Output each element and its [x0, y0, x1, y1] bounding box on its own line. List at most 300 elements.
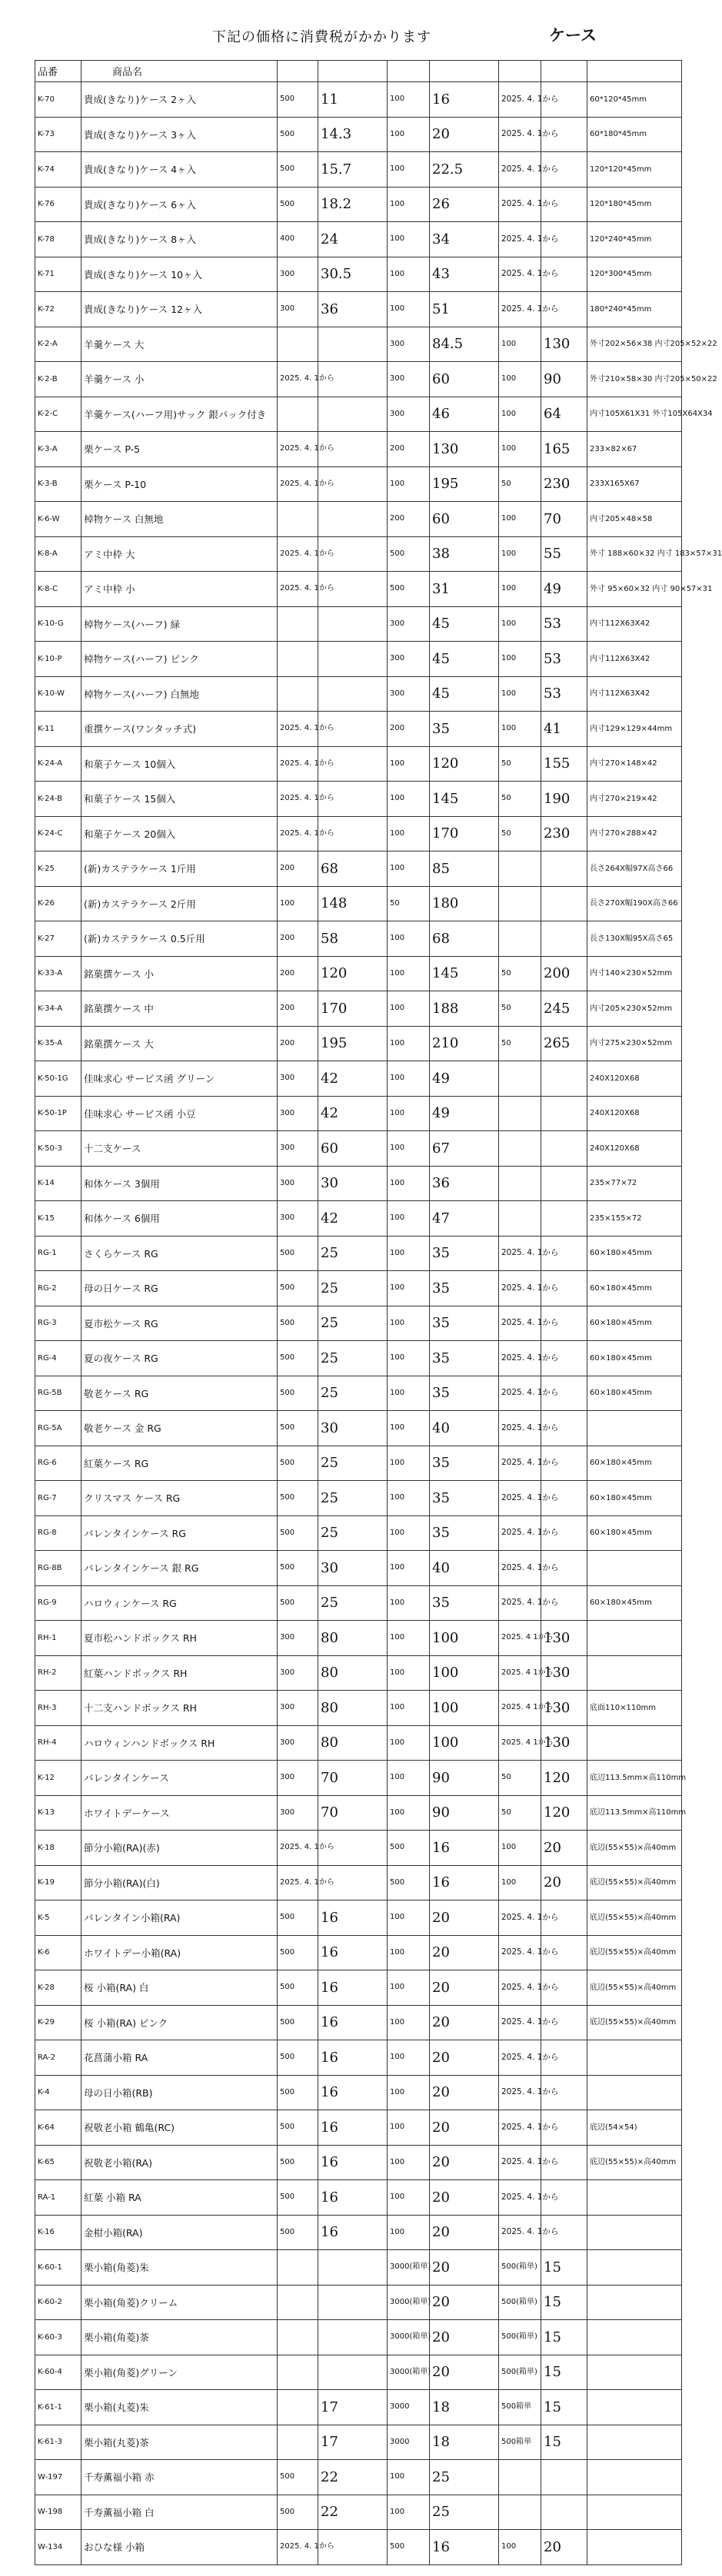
price-tier-3: 64 [541, 397, 587, 432]
price-tier-1 [318, 606, 388, 642]
quantity-tier-2: 100 [388, 1166, 430, 1201]
price-tier-2: 20 [430, 1900, 499, 1936]
quantity-tier-1: 500 [278, 1481, 318, 1516]
table-row [35, 502, 682, 537]
price-tier-1: 25 [318, 1236, 388, 1271]
product-name: 貴成(きなり)ケース 4ヶ入 [82, 152, 278, 188]
product-name: 佳味求心 サービス函 小豆 [82, 1096, 278, 1131]
product-code: RG-5A [35, 1411, 82, 1446]
quantity-tier-2: 100 [388, 1795, 430, 1831]
size-spec [587, 2425, 682, 2460]
table-row [35, 2460, 682, 2495]
quantity-tier-3: 50 [499, 466, 541, 502]
quantity-tier-2: 3000 [388, 2425, 430, 2460]
product-code: K-60-4 [35, 2355, 82, 2390]
product-code: K-50-3 [35, 1131, 82, 1167]
table-row [35, 1201, 682, 1237]
price-tier-3: 15 [541, 2285, 587, 2320]
quantity-tier-2: 3000(箱単) [388, 2355, 430, 2390]
quantity-tier-1 [278, 502, 318, 537]
quantity-tier-2: 500 [388, 572, 430, 607]
product-name: 夏市松ケース RG [82, 1306, 278, 1341]
quantity-tier-2: 100 [388, 1691, 430, 1726]
product-code: K-19 [35, 1865, 82, 1900]
table-row [35, 292, 682, 327]
product-code: K-24-C [35, 816, 82, 851]
effective-date: 2025. 4. 1から [499, 1970, 541, 2006]
product-name: 貴成(きなり)ケース 10ヶ入 [82, 257, 278, 292]
quantity-tier-3 [499, 1201, 541, 1237]
quantity-tier-1: 500 [278, 82, 318, 118]
table-row [35, 1831, 682, 1866]
product-name: 栗小箱(角菱)クリーム [82, 2285, 278, 2320]
table-row [35, 222, 682, 257]
quantity-tier-2: 100 [388, 1621, 430, 1656]
table-row [35, 2180, 682, 2216]
product-code: RG-4 [35, 1341, 82, 1376]
effective-date: 2025. 4. 1から [499, 1585, 541, 1621]
product-name: バレンタインケース [82, 1761, 278, 1796]
table-row [35, 257, 682, 292]
price-tier-3 [541, 2495, 587, 2530]
product-name: (新)カステラケース 2斤用 [82, 886, 278, 921]
size-spec: 240X120X68 [587, 1131, 682, 1167]
size-spec: 60×180×45mm [587, 1306, 682, 1341]
quantity-tier-1: 500 [278, 2005, 318, 2040]
table-row [35, 851, 682, 887]
quantity-tier-1: 200 [278, 956, 318, 991]
quantity-tier-1: 2025. 4. 1から [278, 536, 318, 572]
price-tier-3: 130 [541, 1691, 587, 1726]
quantity-tier-2: 100 [388, 117, 430, 152]
size-spec [587, 1725, 682, 1761]
quantity-tier-2: 100 [388, 292, 430, 327]
quantity-tier-2: 500 [388, 1831, 430, 1866]
price-tier-1 [318, 676, 388, 712]
size-spec: 120*180*45mm [587, 187, 682, 222]
quantity-tier-2: 100 [388, 1655, 430, 1691]
product-name: ハロウィンハンドボックス RH [82, 1725, 278, 1761]
price-tier-3 [541, 1131, 587, 1167]
size-spec: 底辺(55×55)×高40mm [587, 1831, 682, 1866]
quantity-tier-2: 100 [388, 2145, 430, 2180]
size-spec: 60×180×45mm [587, 1341, 682, 1376]
price-tier-2: 20 [430, 2110, 499, 2146]
table-row [35, 1935, 682, 1970]
price-tier-2: 36 [430, 1166, 499, 1201]
price-tier-3: 130 [541, 1725, 587, 1761]
table-row [35, 1795, 682, 1831]
price-tier-3: 230 [541, 466, 587, 502]
price-tier-1: 18.2 [318, 187, 388, 222]
product-code: K-2-C [35, 397, 82, 432]
price-tier-1: 80 [318, 1621, 388, 1656]
page-header [0, 22, 708, 52]
quantity-tier-2: 100 [388, 2040, 430, 2076]
price-tier-2: 38 [430, 536, 499, 572]
product-code: K-50-1P [35, 1096, 82, 1131]
price-tier-2: 90 [430, 1761, 499, 1796]
price-tier-2: 100 [430, 1655, 499, 1691]
product-code: K-61-1 [35, 2390, 82, 2425]
size-spec [587, 2530, 682, 2565]
price-tier-3: 15 [541, 2390, 587, 2425]
quantity-tier-3: 2025. 4 1から [499, 1621, 541, 1656]
size-spec: 外寸 188×60×32 内寸 183×57×31 [587, 536, 682, 572]
quantity-tier-3: 2025. 4 1から [499, 1655, 541, 1691]
product-code: K-26 [35, 886, 82, 921]
size-spec: 内寸205×48×58 [587, 502, 682, 537]
table-row [35, 782, 682, 817]
effective-date: 2025. 4. 1から [499, 2145, 541, 2180]
product-name: 重撰ケース(ワンタッチ式) [82, 712, 278, 747]
price-tier-2: 49 [430, 1061, 499, 1097]
product-name: (新)カステラケース 1斤用 [82, 851, 278, 887]
product-name: 羊羹ケース 大 [82, 327, 278, 362]
column-header-name: 商品名 [82, 61, 278, 82]
quantity-tier-3: 500(箱単) [499, 2285, 541, 2320]
table-row [35, 2425, 682, 2460]
size-spec: 長さ264X幅97X高さ66 [587, 851, 682, 887]
table-row [35, 2320, 682, 2355]
table-row [35, 1865, 682, 1900]
price-tier-2: 40 [430, 1551, 499, 1586]
table-row [35, 362, 682, 397]
price-tier-1: 16 [318, 2145, 388, 2180]
price-tier-3: 155 [541, 746, 587, 782]
product-name: アミ中枠 小 [82, 572, 278, 607]
price-tier-2: 100 [430, 1691, 499, 1726]
price-tier-3: 230 [541, 816, 587, 851]
product-code: K-5 [35, 1900, 82, 1936]
product-code: K-60-1 [35, 2250, 82, 2286]
product-name: 栗小箱(角菱)朱 [82, 2250, 278, 2286]
product-code: K-13 [35, 1795, 82, 1831]
quantity-tier-2: 300 [388, 327, 430, 362]
quantity-tier-3 [499, 851, 541, 887]
price-tier-2: 35 [430, 1376, 499, 1411]
product-name: 夏市松ハンドボックス RH [82, 1621, 278, 1656]
quantity-tier-1: 500 [278, 1970, 318, 2006]
size-spec: 内寸270×288×42 [587, 816, 682, 851]
quantity-tier-3 [499, 1061, 541, 1097]
price-tier-3: 130 [541, 1655, 587, 1691]
price-tier-1: 16 [318, 2180, 388, 2216]
price-tier-2: 90 [430, 1795, 499, 1831]
price-tier-3 [541, 1166, 587, 1201]
size-spec: 120*240*45mm [587, 222, 682, 257]
table-row [35, 2250, 682, 2286]
quantity-tier-1: 200 [278, 991, 318, 1027]
quantity-tier-1 [278, 676, 318, 712]
price-tier-1: 25 [318, 1376, 388, 1411]
product-code: K-14 [35, 1166, 82, 1201]
price-tier-3: 70 [541, 502, 587, 537]
quantity-tier-2: 100 [388, 1306, 430, 1341]
quantity-tier-1: 100 [278, 886, 318, 921]
price-tier-1: 30 [318, 1551, 388, 1586]
product-name: バレンタインケース RG [82, 1515, 278, 1551]
product-name: 栗小箱(角菱)茶 [82, 2320, 278, 2355]
product-name: 棹物ケース(ハーフ) ピンク [82, 642, 278, 677]
quantity-tier-2: 100 [388, 82, 430, 118]
quantity-tier-1: 500 [278, 1515, 318, 1551]
price-tier-1: 24 [318, 222, 388, 257]
quantity-tier-2: 3000 [388, 2390, 430, 2425]
price-tier-3: 20 [541, 1865, 587, 1900]
price-tier-2: 100 [430, 1621, 499, 1656]
effective-date: 2025. 4. 1から [499, 2005, 541, 2040]
table-row [35, 327, 682, 362]
quantity-tier-3: 2025. 4 1から [499, 1691, 541, 1726]
product-name: 十二支ハンドボックス RH [82, 1691, 278, 1726]
quantity-tier-1: 500 [278, 1935, 318, 1970]
size-spec [587, 2390, 682, 2425]
quantity-tier-2: 200 [388, 712, 430, 747]
price-tier-3: 120 [541, 1795, 587, 1831]
table-row [35, 1900, 682, 1936]
product-code: K-60-3 [35, 2320, 82, 2355]
quantity-tier-1: 500 [278, 1411, 318, 1446]
product-code: RA-1 [35, 2180, 82, 2216]
size-spec: 60×180×45mm [587, 1446, 682, 1481]
price-table-body [35, 82, 722, 2565]
product-code: K-78 [35, 222, 82, 257]
quantity-tier-2: 100 [388, 1131, 430, 1167]
quantity-tier-1: 500 [278, 2145, 318, 2180]
price-tier-1: 22 [318, 2460, 388, 2495]
table-row [35, 1061, 682, 1097]
product-name: 紅葉ハンドボックス RH [82, 1655, 278, 1691]
quantity-tier-1: 300 [278, 1761, 318, 1796]
price-table [35, 60, 722, 2565]
quantity-tier-3: 100 [499, 1865, 541, 1900]
price-tier-2: 35 [430, 1515, 499, 1551]
price-tier-2: 45 [430, 606, 499, 642]
price-tier-2: 145 [430, 956, 499, 991]
table-row [35, 2040, 682, 2076]
price-tier-2: 49 [430, 1096, 499, 1131]
price-tier-3: 55 [541, 536, 587, 572]
tax-notice: 下記の価格に消費税がかかります [212, 29, 431, 45]
product-name: 和菓子ケース 15個入 [82, 782, 278, 817]
price-tier-3: 120 [541, 1761, 587, 1796]
quantity-tier-3: 500(箱単) [499, 2355, 541, 2390]
effective-date: 2025. 4. 1から [499, 152, 541, 188]
quantity-tier-1: 300 [278, 1201, 318, 1237]
price-tier-3: 53 [541, 606, 587, 642]
product-name: さくらケース RG [82, 1236, 278, 1271]
quantity-tier-2: 100 [388, 222, 430, 257]
price-tier-1 [318, 2250, 388, 2286]
quantity-tier-2: 100 [388, 1201, 430, 1237]
quantity-tier-1: 300 [278, 1131, 318, 1167]
quantity-tier-3: 50 [499, 816, 541, 851]
quantity-tier-3: 50 [499, 956, 541, 991]
product-code: RA-2 [35, 2040, 82, 2076]
quantity-tier-1: 2025. 4. 1から [278, 816, 318, 851]
price-tier-3 [541, 1061, 587, 1097]
price-tier-1: 16 [318, 2110, 388, 2146]
product-name: 和菓子ケース 10個入 [82, 746, 278, 782]
quantity-tier-3 [499, 1131, 541, 1167]
price-tier-1: 16 [318, 2075, 388, 2110]
quantity-tier-1 [278, 327, 318, 362]
quantity-tier-1: 500 [278, 117, 318, 152]
quantity-tier-1: 300 [278, 1655, 318, 1691]
quantity-tier-2: 100 [388, 1761, 430, 1796]
size-spec: 120*300*45mm [587, 257, 682, 292]
quantity-tier-1: 500 [278, 1551, 318, 1586]
size-spec [587, 1655, 682, 1691]
quantity-tier-2: 3000(箱単) [388, 2320, 430, 2355]
product-code: K-61-3 [35, 2425, 82, 2460]
product-name: 敬老ケース RG [82, 1376, 278, 1411]
price-tier-1: 16 [318, 1900, 388, 1936]
product-code: K-16 [35, 2215, 82, 2250]
size-spec: 底辺(55×55)×高40mm [587, 1865, 682, 1900]
price-tier-2: 40 [430, 1411, 499, 1446]
price-tier-2: 16 [430, 2530, 499, 2565]
size-spec: 底辺(55×55)×高40mm [587, 1970, 682, 2006]
price-tier-3 [541, 1096, 587, 1131]
effective-date: 2025. 4. 1から [499, 1376, 541, 1411]
product-name: バレンタインケース 銀 RG [82, 1551, 278, 1586]
quantity-tier-1: 2025. 4. 1から [278, 782, 318, 817]
size-spec [587, 2040, 682, 2076]
quantity-tier-3: 50 [499, 782, 541, 817]
price-tier-1: 16 [318, 2005, 388, 2040]
product-name: 和体ケース 6個用 [82, 1201, 278, 1237]
price-tier-3: 41 [541, 712, 587, 747]
size-spec: 底辺113.5mm×高110mm [587, 1761, 682, 1796]
table-row [35, 1341, 682, 1376]
quantity-tier-3: 100 [499, 572, 541, 607]
product-code: K-12 [35, 1761, 82, 1796]
quantity-tier-2: 300 [388, 362, 430, 397]
quantity-tier-1: 300 [278, 292, 318, 327]
price-tier-1: 16 [318, 2215, 388, 2250]
product-code: K-2-A [35, 327, 82, 362]
product-code: RG-8 [35, 1515, 82, 1551]
size-spec: 内寸275×230×52mm [587, 1026, 682, 1061]
price-tier-1: 42 [318, 1096, 388, 1131]
size-spec: 60×180×45mm [587, 1376, 682, 1411]
quantity-tier-3: 50 [499, 1026, 541, 1061]
quantity-tier-3: 50 [499, 991, 541, 1027]
product-code: K-29 [35, 2005, 82, 2040]
size-spec: 底辺113.5mm×高110mm [587, 1795, 682, 1831]
table-row [35, 1446, 682, 1481]
effective-date: 2025. 4. 1から [499, 1306, 541, 1341]
quantity-tier-1: 300 [278, 1795, 318, 1831]
product-code: K-25 [35, 851, 82, 887]
price-tier-1: 70 [318, 1761, 388, 1796]
price-tier-2: 46 [430, 397, 499, 432]
product-code: K-33-A [35, 956, 82, 991]
quantity-tier-2: 100 [388, 1481, 430, 1516]
price-tier-2: 25 [430, 2495, 499, 2530]
quantity-tier-1: 500 [278, 187, 318, 222]
table-row [35, 991, 682, 1027]
product-name: おひな様 小箱 [82, 2530, 278, 2565]
product-name: クリスマス ケース RG [82, 1481, 278, 1516]
product-name: 敬老ケース 金 RG [82, 1411, 278, 1446]
product-name: 栗小箱(丸菱)茶 [82, 2425, 278, 2460]
price-tier-2: 34 [430, 222, 499, 257]
table-row [35, 1585, 682, 1621]
product-code: W-198 [35, 2495, 82, 2530]
price-tier-1: 14.3 [318, 117, 388, 152]
quantity-tier-3: 50 [499, 1761, 541, 1796]
size-spec [587, 2215, 682, 2250]
table-row [35, 1725, 682, 1761]
table-row [35, 2495, 682, 2530]
product-name: ホワイトデー小箱(RA) [82, 1935, 278, 1970]
quantity-tier-3: 100 [499, 1831, 541, 1866]
size-spec: 外寸 95×60×32 内寸 90×57×31 [587, 572, 682, 607]
table-row [35, 187, 682, 222]
quantity-tier-1: 500 [278, 1585, 318, 1621]
price-tier-2: 45 [430, 642, 499, 677]
price-tier-1 [318, 2285, 388, 2320]
size-spec: 240X120X68 [587, 1061, 682, 1097]
size-spec [587, 2320, 682, 2355]
table-row [35, 1655, 682, 1691]
price-tier-2: 35 [430, 712, 499, 747]
size-spec: 底辺(55×55)×高40mm [587, 1900, 682, 1936]
table-row [35, 2390, 682, 2425]
quantity-tier-1: 500 [278, 1236, 318, 1271]
product-name: 佳味求心 サービス函 グリーン [82, 1061, 278, 1097]
product-name: 銘菓撰ケース 小 [82, 956, 278, 991]
quantity-tier-2: 100 [388, 2460, 430, 2495]
product-code: K-74 [35, 152, 82, 188]
product-code: K-34-A [35, 991, 82, 1027]
quantity-tier-1: 2025. 4. 1から [278, 2530, 318, 2565]
quantity-tier-3: 100 [499, 2530, 541, 2565]
product-code: K-8-C [35, 572, 82, 607]
table-row [35, 2355, 682, 2390]
product-name: 十二支ケース [82, 1131, 278, 1167]
table-row [35, 1166, 682, 1201]
quantity-tier-2: 50 [388, 886, 430, 921]
price-tier-2: 35 [430, 1271, 499, 1306]
table-row [35, 1691, 682, 1726]
product-code: RH-1 [35, 1621, 82, 1656]
price-tier-1 [318, 397, 388, 432]
price-tier-1: 25 [318, 1585, 388, 1621]
quantity-tier-1: 200 [278, 851, 318, 887]
price-tier-2: 47 [430, 1201, 499, 1237]
price-tier-2: 20 [430, 2180, 499, 2216]
quantity-tier-3 [499, 1096, 541, 1131]
quantity-tier-1: 2025. 4. 1から [278, 466, 318, 502]
quantity-tier-1: 500 [278, 2075, 318, 2110]
product-code: RG-1 [35, 1236, 82, 1271]
product-name: 貴成(きなり)ケース 2ヶ入 [82, 82, 278, 118]
price-tier-1: 25 [318, 1481, 388, 1516]
effective-date: 2025. 4. 1から [499, 1481, 541, 1516]
price-tier-1 [318, 327, 388, 362]
table-row [35, 572, 682, 607]
product-name: 棹物ケース 白無地 [82, 502, 278, 537]
price-tier-1: 15.7 [318, 152, 388, 188]
price-tier-2: 20 [430, 1970, 499, 2006]
price-tier-2: 145 [430, 782, 499, 817]
quantity-tier-2: 200 [388, 502, 430, 537]
table-row [35, 152, 682, 188]
